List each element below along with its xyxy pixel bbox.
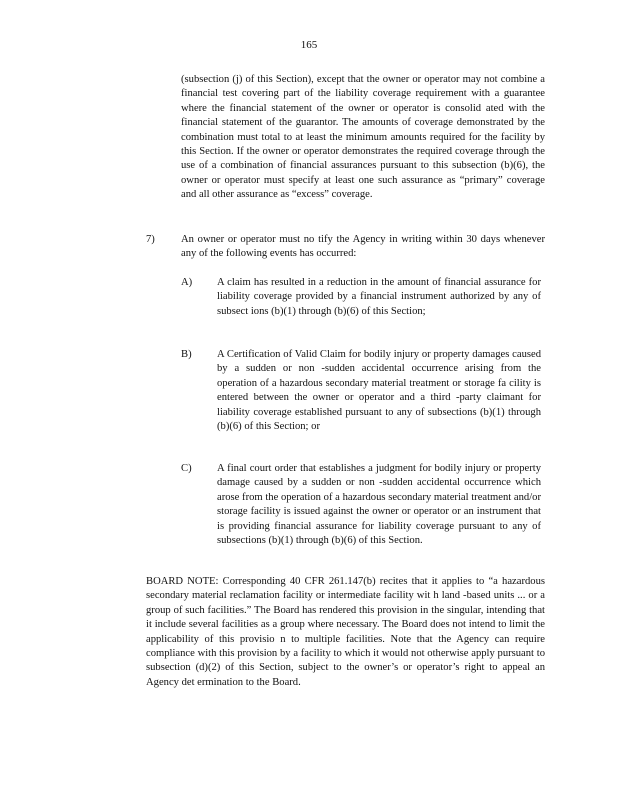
sub-item-c-letter: C) xyxy=(181,463,192,474)
sub-item-b-letter: B) xyxy=(181,349,192,360)
sub-item-a-text: A claim has resulted in a reduction in the amount of financial assurance for liability coverage provided by a financial instrument authorized by any of subsect ions (b)(1) through (b)(6) of this Section; xyxy=(217,277,541,317)
board-note: BOARD NOTE: Corresponding 40 CFR 261.147(b) recites that it applies to “a hazardous secondary material reclamation facility or intermediate facility wit h land -based units ... or a group of such facilities.” The Board has rendered this provision in the singular, intending that it include several facilities as a group where necessary. The Board does not intend to limit the applicability of this provisio n to multiple facilities. Note that the Agency can require compliance with this provision by a facility to which it would not otherwise apply pursuant to subsection (d)(2) of this Section, subject to the owner’s or operator’s right to appeal an Agency det ermination to the Board. xyxy=(146,576,545,688)
item-7-text: An owner or operator must no tify the Agency in writing within 30 days whenever any of the following events has occurred: xyxy=(181,234,545,260)
sub-item-b-text: A Certification of Valid Claim for bodily injury or property damages caused by a sudden or non -sudden accidental occurrence arising from the operation of a hazardous secondary material treatment or storage fa cility is entered between the owner or operator and a third -party claimant for liability coverage established pursuant to any of subsections (b)(1) through (b)(6) of this Section; or xyxy=(217,349,541,433)
sub-item-c-text: A final court order that establishes a judgment for bodily injury or property damage caused by a sudden or non -sudden accidental occurrence which arose from the operation of a hazardous secondary material treatment and/or storage facility is issued against the owner or operator or an instrument that is providing financial assurance for liability coverage pursuant to any of subsections (b)(1) through (b)(6) of this Section. xyxy=(217,463,541,547)
sub-item-a-letter: A) xyxy=(181,277,193,288)
item-7-number: 7) xyxy=(146,234,155,245)
intro-paragraph: (subsection (j) of this Section), except that the owner or operator may not combine a financial test covering part of the liability coverage requirement with a guarantee where the financial statement of the owner or operator is consolid ated with the financial statement of the guarantor. The amounts of coverage demonstrated by the combination must total to at least the minimum amounts required for the facility by this Section. If the owner or operator demonstrates the required coverage through the use of a combination of financial assurances pursuant to this subsection (b)(6), the owner or operator must specify at least one such assurance as “primary” coverage and all other assurance as “excess” coverage. xyxy=(181,74,545,201)
page-number: 165 xyxy=(300,39,318,51)
